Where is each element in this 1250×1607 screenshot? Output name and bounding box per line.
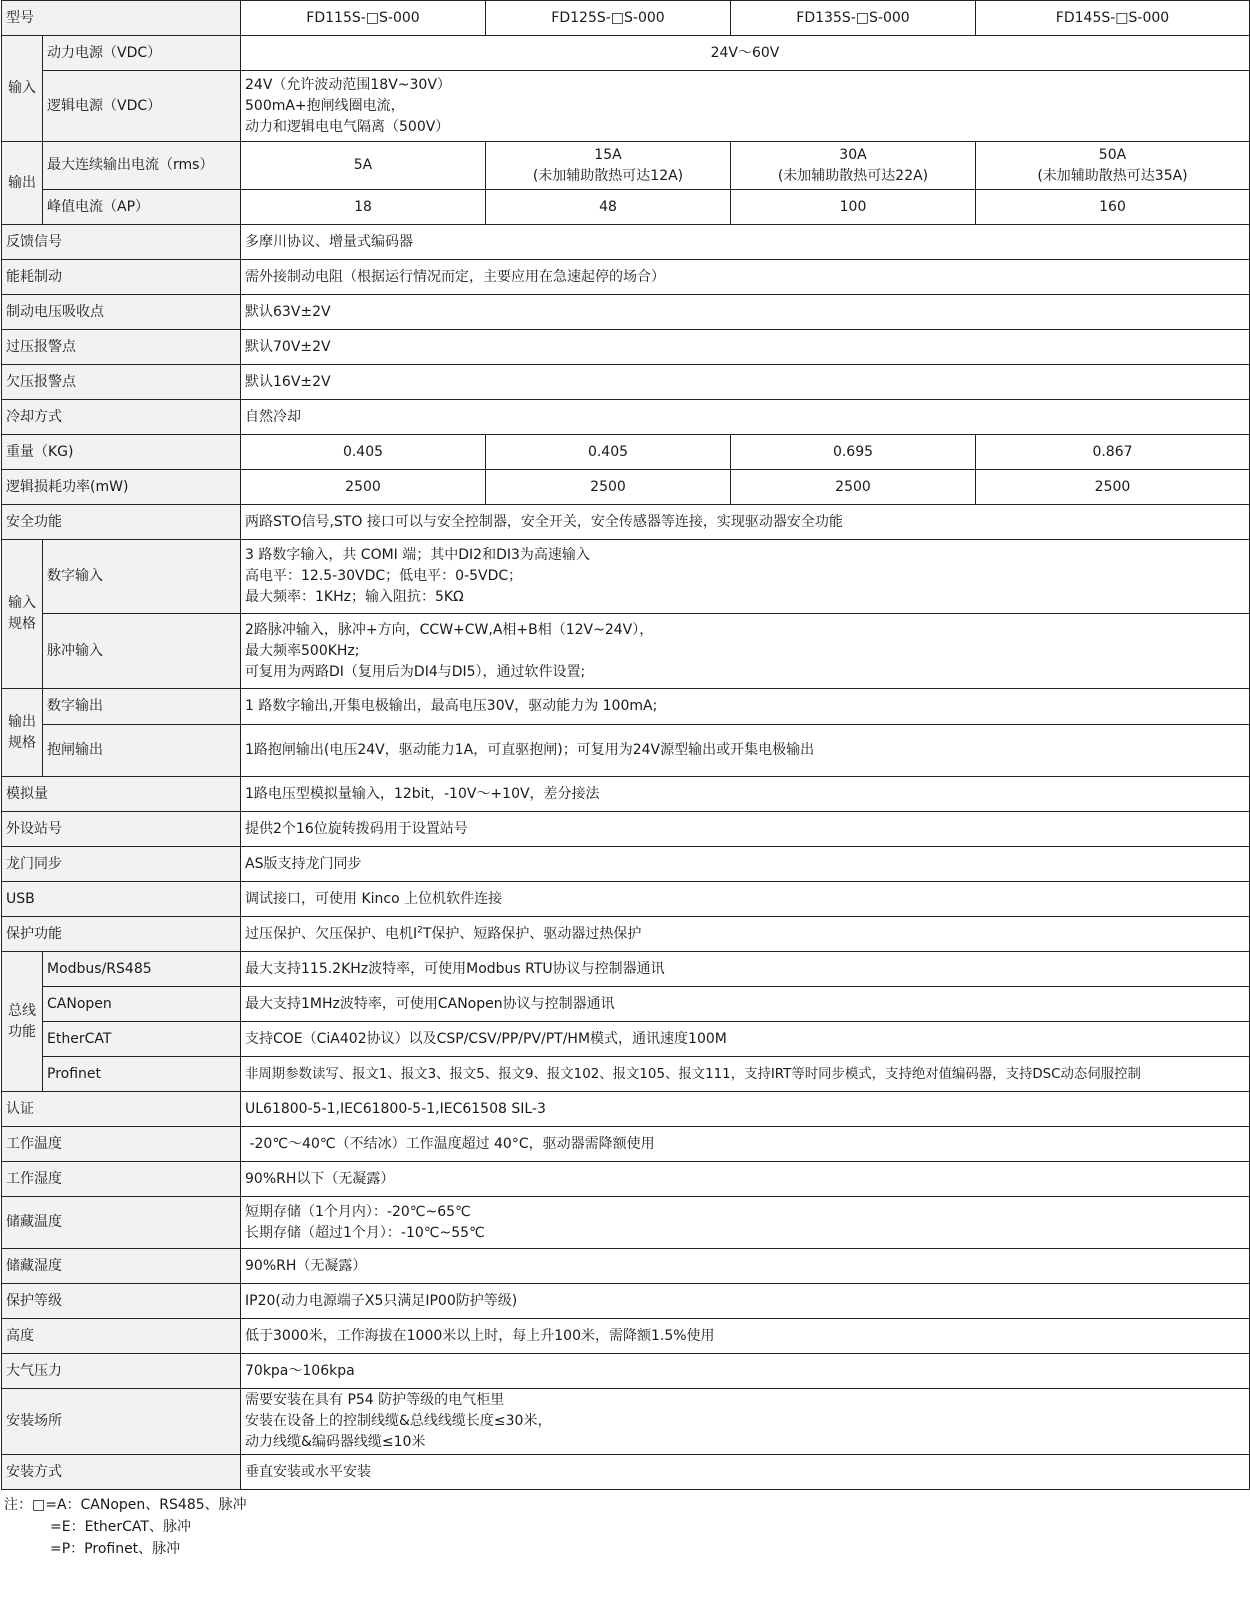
row-value: UL61800-5-1,IEC61800-5-1,IEC61508 SIL-3 [241,1092,1250,1127]
bus-group-label: 总线 功能 [2,952,43,1092]
output-peak-row [2,190,1250,225]
spec-row [2,1319,1250,1354]
input-logic-row [2,71,1250,142]
row-value: AS版支持龙门同步 [241,847,1250,882]
cell-value: 15A (未加辅助散热可达12A) [486,142,731,190]
spec-row [2,812,1250,847]
bus-row [2,1057,1250,1092]
spec-row [2,365,1250,400]
cell-value: 160 [976,190,1250,225]
row-label: 工作湿度 [2,1162,241,1197]
input-spec-pulse-row [2,614,1250,689]
weight-row [2,435,1250,470]
row-value: 3 路数字输入，共 COMI 端；其中DI2和DI3为高速输入 高电平：12.5-30VDC；低电平：0-5VDC； 最大频率：1KHz；输入阻抗：5KΩ [241,540,1250,614]
row-value: 90%RH（无凝露） [241,1249,1250,1284]
row-label: 重量（KG) [2,435,241,470]
cell-value: 0.405 [241,435,486,470]
spec-row [2,882,1250,917]
row-label: CANopen [43,987,241,1022]
model-label: 型号 [2,1,241,36]
row-value: 1 路数字输出,开集电极输出，最高电压30V，驱动能力为 100mA; [241,689,1250,725]
spec-row [2,1389,1250,1455]
row-label: 峰值电流（AP） [43,190,241,225]
row-value: 过压保护、欠压保护、电机$I^2T$保护、短路保护、驱动器过热保护 [241,917,1250,952]
row-label: 保护功能 [2,917,241,952]
cell-value: 30A (未加辅助散热可达22A) [731,142,976,190]
model-name: FD135S-□S-000 [731,1,976,36]
output-spec-group-label: 输出 规格 [2,689,43,777]
row-label: Modbus/RS485 [43,952,241,987]
header-row [2,1,1250,36]
spec-row [2,400,1250,435]
cell-value: 0.405 [486,435,731,470]
row-label: 逻辑电源（VDC） [43,71,241,142]
cell-value: 0.695 [731,435,976,470]
row-label: 逻辑损耗功率(mW) [2,470,241,505]
output-group-label: 输出 [2,142,43,225]
row-value: 默认16V±2V [241,365,1250,400]
row-value: 默认63V±2V [241,295,1250,330]
spec-row [2,1354,1250,1389]
row-label: EtherCAT [43,1022,241,1057]
bus-row [2,1022,1250,1057]
spec-row [2,1092,1250,1127]
row-value: 调试接口，可使用 Kinco 上位机软件连接 [241,882,1250,917]
row-value: 低于3000米，工作海拔在1000米以上时，每上升100米，需降额1.5%使用 [241,1319,1250,1354]
row-value: 2路脉冲输入，脉冲+方向，CCW+CW,A相+B相（12V~24V）， 最大频率500KHz; 可复用为两路DI（复用后为DI4与DI5），通过软件设置; [241,614,1250,689]
row-value: 需要安装在具有 P54 防护等级的电气柜里 安装在设备上的控制线缆&总线线缆长度≤30米， 动力线缆&编码器线缆≤10米 [241,1389,1250,1455]
row-label: 模拟量 [2,777,241,812]
row-value: 24V（允许波动范围18V~30V） 500mA+抱闸线圈电流， 动力和逻辑电电气隔离（500V） [241,71,1250,142]
row-value: 最大支持1MHz波特率，可使用CANopen协议与控制器通讯 [241,987,1250,1022]
row-label: USB [2,882,241,917]
row-value: 1路抱闸输出(电压24V，驱动能力1A，可直驱抱闸)；可复用为24V源型输出或开集电极输出 [241,725,1250,777]
input-group-label: 输入 [2,36,43,142]
safety-row [2,505,1250,540]
row-value: 1路电压型模拟量输入，12bit，-10V～+10V，差分接法 [241,777,1250,812]
spec-row [2,295,1250,330]
spec-row [2,1249,1250,1284]
row-value: 90%RH以下（无凝露） [241,1162,1250,1197]
row-value: 自然冷却 [241,400,1250,435]
output-spec-digital-row [2,689,1250,725]
row-value: -20℃～40℃（不结冰）工作温度超过 40°C，驱动器需降额使用 [241,1127,1250,1162]
input-power-row [2,36,1250,71]
row-label: 能耗制动 [2,260,241,295]
input-spec-digital-row [2,540,1250,614]
row-label: 保护等级 [2,1284,241,1319]
row-label: 储藏湿度 [2,1249,241,1284]
spec-row [2,225,1250,260]
row-label: 安装方式 [2,1455,241,1490]
spec-row [2,1162,1250,1197]
row-value: 非周期参数读写、报文1、报文3、报文5、报文9、报文102、报文105、报文111，支持IRT等时同步模式，支持绝对值编码器，支持DSC动态伺服控制 [241,1057,1250,1092]
row-label: 欠压报警点 [2,365,241,400]
row-value: 需外接制动电阻（根据运行情况而定，主要应用在急速起停的场合） [241,260,1250,295]
bus-row [2,952,1250,987]
spec-row [2,330,1250,365]
row-value: 垂直安装或水平安装 [241,1455,1250,1490]
logic-loss-row [2,470,1250,505]
row-value: 70kpa～106kpa [241,1354,1250,1389]
row-value: 最大支持115.2KHz波特率，可使用Modbus RTU协议与控制器通讯 [241,952,1250,987]
spec-row [2,777,1250,812]
row-label: 数字输入 [43,540,241,614]
spec-row [2,260,1250,295]
model-name: FD125S-□S-000 [486,1,731,36]
cell-value: 18 [241,190,486,225]
row-label: 龙门同步 [2,847,241,882]
row-value: IP20(动力电源端子X5只满足IP00防护等级) [241,1284,1250,1319]
footnote-line: =E：EtherCAT、脉冲 [50,1519,191,1535]
row-label: 外设站号 [2,812,241,847]
cell-value: 48 [486,190,731,225]
spec-row [2,1197,1250,1249]
model-name: FD145S-□S-000 [976,1,1250,36]
row-label: 高度 [2,1319,241,1354]
spec-row [2,847,1250,882]
row-value: 默认70V±2V [241,330,1250,365]
spec-row [2,1284,1250,1319]
row-label: 安全功能 [2,505,241,540]
cell-value: 50A (未加辅助散热可达35A) [976,142,1250,190]
row-label: 储藏温度 [2,1197,241,1249]
row-label: Profinet [43,1057,241,1092]
cell-value: 2500 [976,470,1250,505]
row-label: 制动电压吸收点 [2,295,241,330]
bus-row [2,987,1250,1022]
row-value: 支持COE（CiA402协议）以及CSP/CSV/PP/PV/PT/HM模式，通讯速度100M [241,1022,1250,1057]
row-label: 安装场所 [2,1389,241,1455]
row-label: 工作温度 [2,1127,241,1162]
row-value: 两路STO信号,STO 接口可以与安全控制器，安全开关，安全传感器等连接，实现驱动器安全功能 [241,505,1250,540]
protection-row [2,917,1250,952]
spec-row [2,1455,1250,1490]
row-value: 短期存储（1个月内）：-20℃~65℃ 长期存储（超过1个月）：-10℃~55℃ [241,1197,1250,1249]
footnote-line: 注：□=A：CANopen、RS485、脉冲 [4,1497,247,1513]
row-label: 冷却方式 [2,400,241,435]
spec-table [1,0,1250,1490]
output-cont-row [2,142,1250,190]
row-value: 提供2个16位旋转拨码用于设置站号 [241,812,1250,847]
row-label: 大气压力 [2,1354,241,1389]
cell-value: 100 [731,190,976,225]
cell-value: 0.867 [976,435,1250,470]
cell-value: 5A [241,142,486,190]
row-label: 抱闸输出 [43,725,241,777]
model-name: FD115S-□S-000 [241,1,486,36]
cell-value: 2500 [241,470,486,505]
row-label: 动力电源（VDC） [43,36,241,71]
row-label: 反馈信号 [2,225,241,260]
spec-row [2,1127,1250,1162]
cell-value: 2500 [486,470,731,505]
row-label: 脉冲输入 [43,614,241,689]
cell-value: 2500 [731,470,976,505]
row-label: 数字输出 [43,689,241,725]
row-label: 过压报警点 [2,330,241,365]
footnote-line: =P：Profinet、脉冲 [50,1541,181,1557]
row-label: 认证 [2,1092,241,1127]
footnote [4,1494,1250,1560]
row-value: 24V～60V [241,36,1250,71]
row-label: 最大连续输出电流（rms） [43,142,241,190]
row-value: 多摩川协议、增量式编码器 [241,225,1250,260]
output-spec-brake-row [2,725,1250,777]
input-spec-group-label: 输入 规格 [2,540,43,689]
